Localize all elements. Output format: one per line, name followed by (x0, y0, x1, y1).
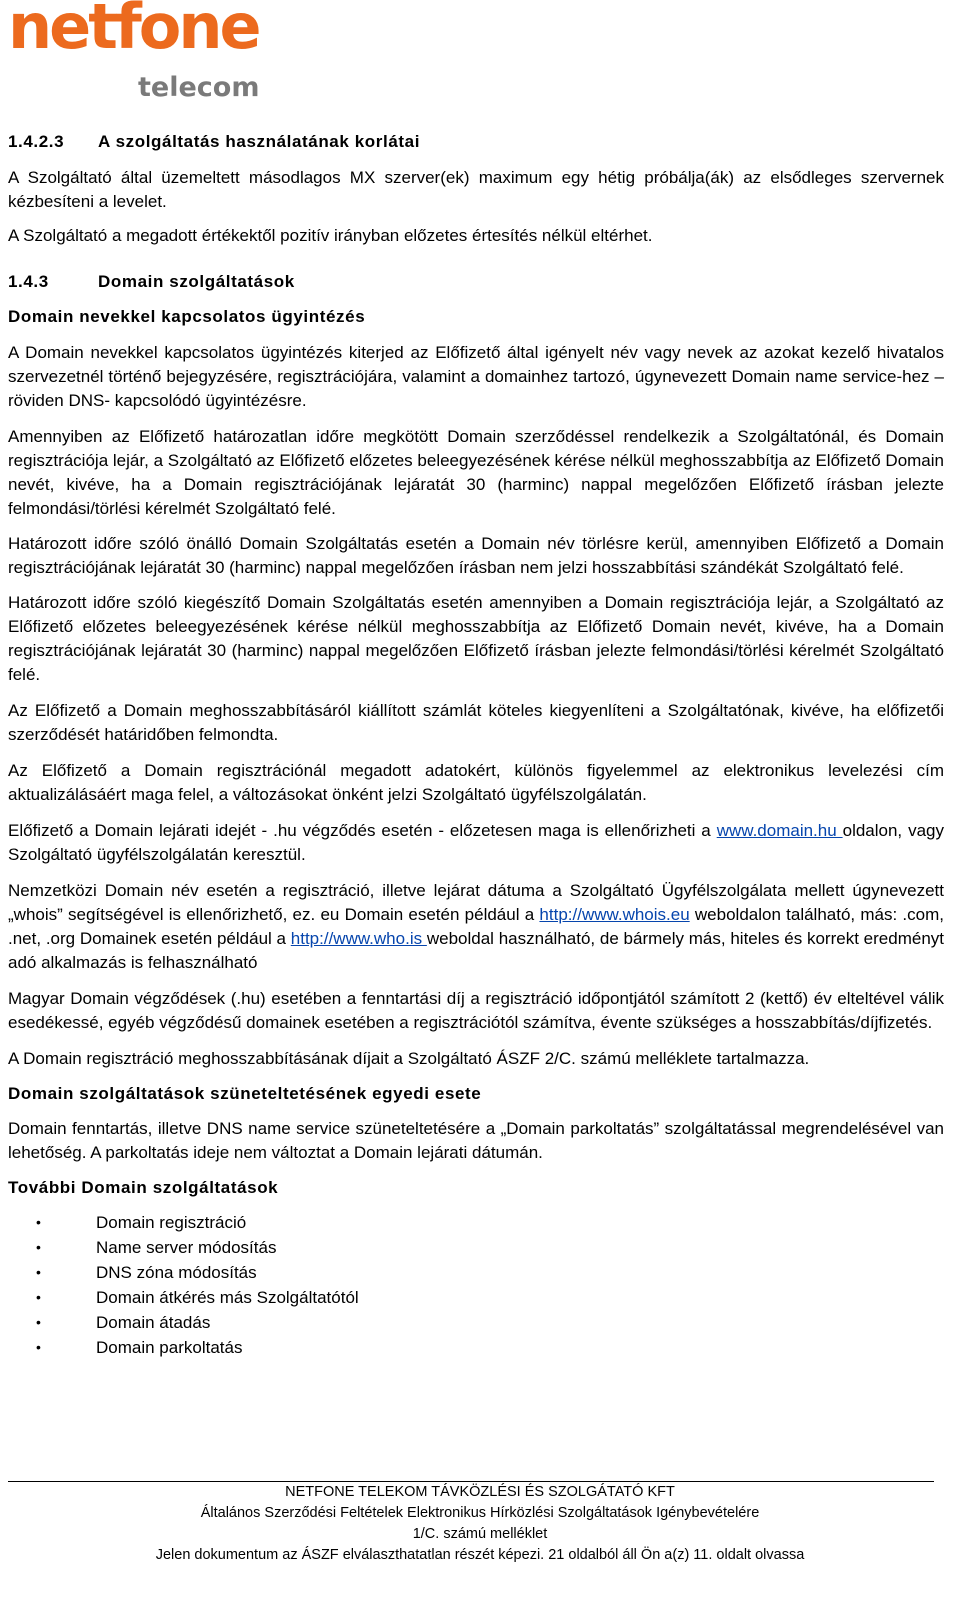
list-item: • Domain parkoltatás (8, 1335, 944, 1360)
bullet-icon: • (36, 1339, 41, 1355)
footer-appendix: 1/C. számú melléklet (412, 1526, 548, 1542)
footer-page-info: Jelen dokumentum az ÁSZF elválaszthatatlan részét képezi. 21 oldalból áll Ön a(z) 11. oldalt olvassa (155, 1547, 805, 1563)
page-footer (0, 1482, 960, 1566)
list-item: • DNS zóna módosítás (8, 1260, 944, 1285)
paragraph: A Domain regisztráció meghosszabbításának díjait a Szolgáltató ÁSZF 2/C. számú melléklete tartalmazza. (8, 1049, 810, 1068)
footer-company: NETFONE TELEKOM TÁVKÖZLÉSI ÉS SZOLGÁTATÓ KFT (285, 1484, 675, 1500)
section-heading-1-4-2-3 (8, 130, 944, 154)
paragraph-domain-lookup: Előfizető a Domain lejárati idejét - .hu végződés esetén - előzetesen maga is ellenőrizheti a www.domain.hu oldalon, vagy Szolgáltató ügyfélszolgálatán keresztül. (8, 821, 944, 864)
bullet-icon: • (36, 1314, 41, 1330)
list-item: • Domain regisztráció (8, 1210, 944, 1235)
paragraph: Az Előfizető a Domain meghosszabbításáról kiállított számlát köteles kiegyenlíteni a Szolgáltatónak, kivéve, ha előfizetői szerződését határidőben felmondta. (8, 701, 944, 744)
document-body (8, 130, 944, 1360)
list-item: • Domain átadás (8, 1310, 944, 1335)
bullet-icon: • (36, 1214, 41, 1230)
netfone-telecom-logo (8, 0, 263, 108)
paragraph: Magyar Domain végződések (.hu) esetében a fenntartási díj a regisztráció időpontjától számított 2 (kettő) év elteltével válik esedékessé, egyéb végződésű domainek esetében a regisztrációtól számítva, évente szükséges a hosszabbítás/díjfizetés. (8, 989, 944, 1032)
paragraph: A Szolgáltató a megadott értékektől pozitív irányban előzetes értesítés nélkül eltérhet. (8, 226, 653, 245)
paragraph: Az Előfizető a Domain regisztrációnál megadott adatokért, különös figyelemmel az elektronikus levelezési cím aktualizálásáért maga felel, a változásokat önként jelzi Szolgáltató ügyfélszolgálatán. (8, 761, 944, 804)
paragraph: A Szolgáltató által üzemeltett másodlagos MX szerver(ek) maximum egy hétig próbálja(ák) az elsődleges szervernek kézbesíteni a levelet. (8, 168, 944, 211)
paragraph: Határozott időre szóló önálló Domain Szolgáltatás esetén a Domain név törlésre kerül, amennyiben Előfizető a Domain regisztrációjának lejáratát 30 (harminc) nappal megelőzően írásban nem jelzi hosszabbítási szándékát Szolgáltató felé. (8, 534, 944, 577)
paragraph: Domain fenntartás, illetve DNS name service szüneteltetésére a „Domain parkoltatás” szolgáltatással megrendelésével van lehetőség. A parkoltatás ideje nem változtat a Domain lejárati dátumán. (8, 1119, 944, 1162)
services-list (8, 1210, 944, 1360)
section-number: 1.4.3 (8, 272, 49, 291)
domain-hu-link[interactable]: www.domain.hu (716, 821, 843, 840)
subsection-heading-suspension: Domain szolgáltatások szüneteltetésének egyedi esete (8, 1084, 482, 1103)
section-number: 1.4.2.3 (8, 132, 65, 151)
whois-eu-link[interactable]: http://www.whois.eu (539, 905, 690, 924)
paragraph: A Domain nevekkel kapcsolatos ügyintézés kiterjed az Előfizető által igényelt név vagy nevek az azokat kezelő hivatalos szervezetnél történő bejegyzésére, regisztrációjára, valamint a domainhez tartozó, úgynevezett Domain name service-hez – röviden DNS- kapcsolódó ügyintézésre. (8, 343, 944, 410)
subsection-heading-services: További Domain szolgáltatások (8, 1178, 279, 1197)
footer-document-title: Általános Szerződési Feltételek Elektronikus Hírközlési Szolgáltatások Igénybevételére (200, 1505, 760, 1521)
section-title: Domain szolgáltatások (98, 272, 295, 291)
paragraph: Amennyiben az Előfizető határozatlan időre megkötött Domain szerződéssel rendelkezik a Szolgáltatónál, és Domain regisztrációja lejár, a Szolgáltató az Előfizető előzetes beleegyezésének kérése nélkül meghosszabbítja az Előfizető Domain nevét, kivéve, ha a Domain regisztrációjának lejáratát 30 (harminc) nappal megelőzően Előfizető írásban jelezte felmondási/törlési kérelmét Szolgáltató felé. (8, 427, 944, 518)
bullet-icon: • (36, 1239, 41, 1255)
paragraph-whois: Nemzetközi Domain név esetén a regisztráció, illetve lejárat dátuma a Szolgáltató Ügyfélszolgálata mellett úgynevezett „whois” segítségével is ellenőrizhető, ez. eu Domain esetén például a http://www.whois.eu weboldalon található, más: .com, .net, .org Domainek esetén például a http://www.who.is weboldal használható, de bármely más, hiteles és korrekt eredményt adó alkalmazás is felhasználható (8, 881, 944, 972)
list-item: • Name server módosítás (8, 1235, 944, 1260)
paragraph: Határozott időre szóló kiegészítő Domain Szolgáltatás esetén amennyiben a Domain regisztrációja lejár, a Szolgáltató az Előfizető előzetes beleegyezésének kérése nélkül meghosszabbítja az Előfizető Domain nevét, kivéve, ha a Domain regisztrációjának lejáratát 30 (harminc) nappal megelőzően Előfizető írásban jelezte felmondási/törlési kérelmét Szolgáltató felé. (8, 593, 944, 684)
logo-subtitle: telecom (138, 72, 260, 103)
logo-wordmark: netfone (8, 0, 259, 63)
list-item: • Domain átkérés más Szolgáltatótól (8, 1285, 944, 1310)
section-title: A szolgáltatás használatának korlátai (98, 132, 421, 151)
who-is-link[interactable]: http://www.who.is (290, 929, 427, 948)
subsection-heading: Domain nevekkel kapcsolatos ügyintézés (8, 307, 366, 326)
section-heading-1-4-3 (8, 270, 944, 294)
bullet-icon: • (36, 1289, 41, 1305)
bullet-icon: • (36, 1264, 41, 1280)
